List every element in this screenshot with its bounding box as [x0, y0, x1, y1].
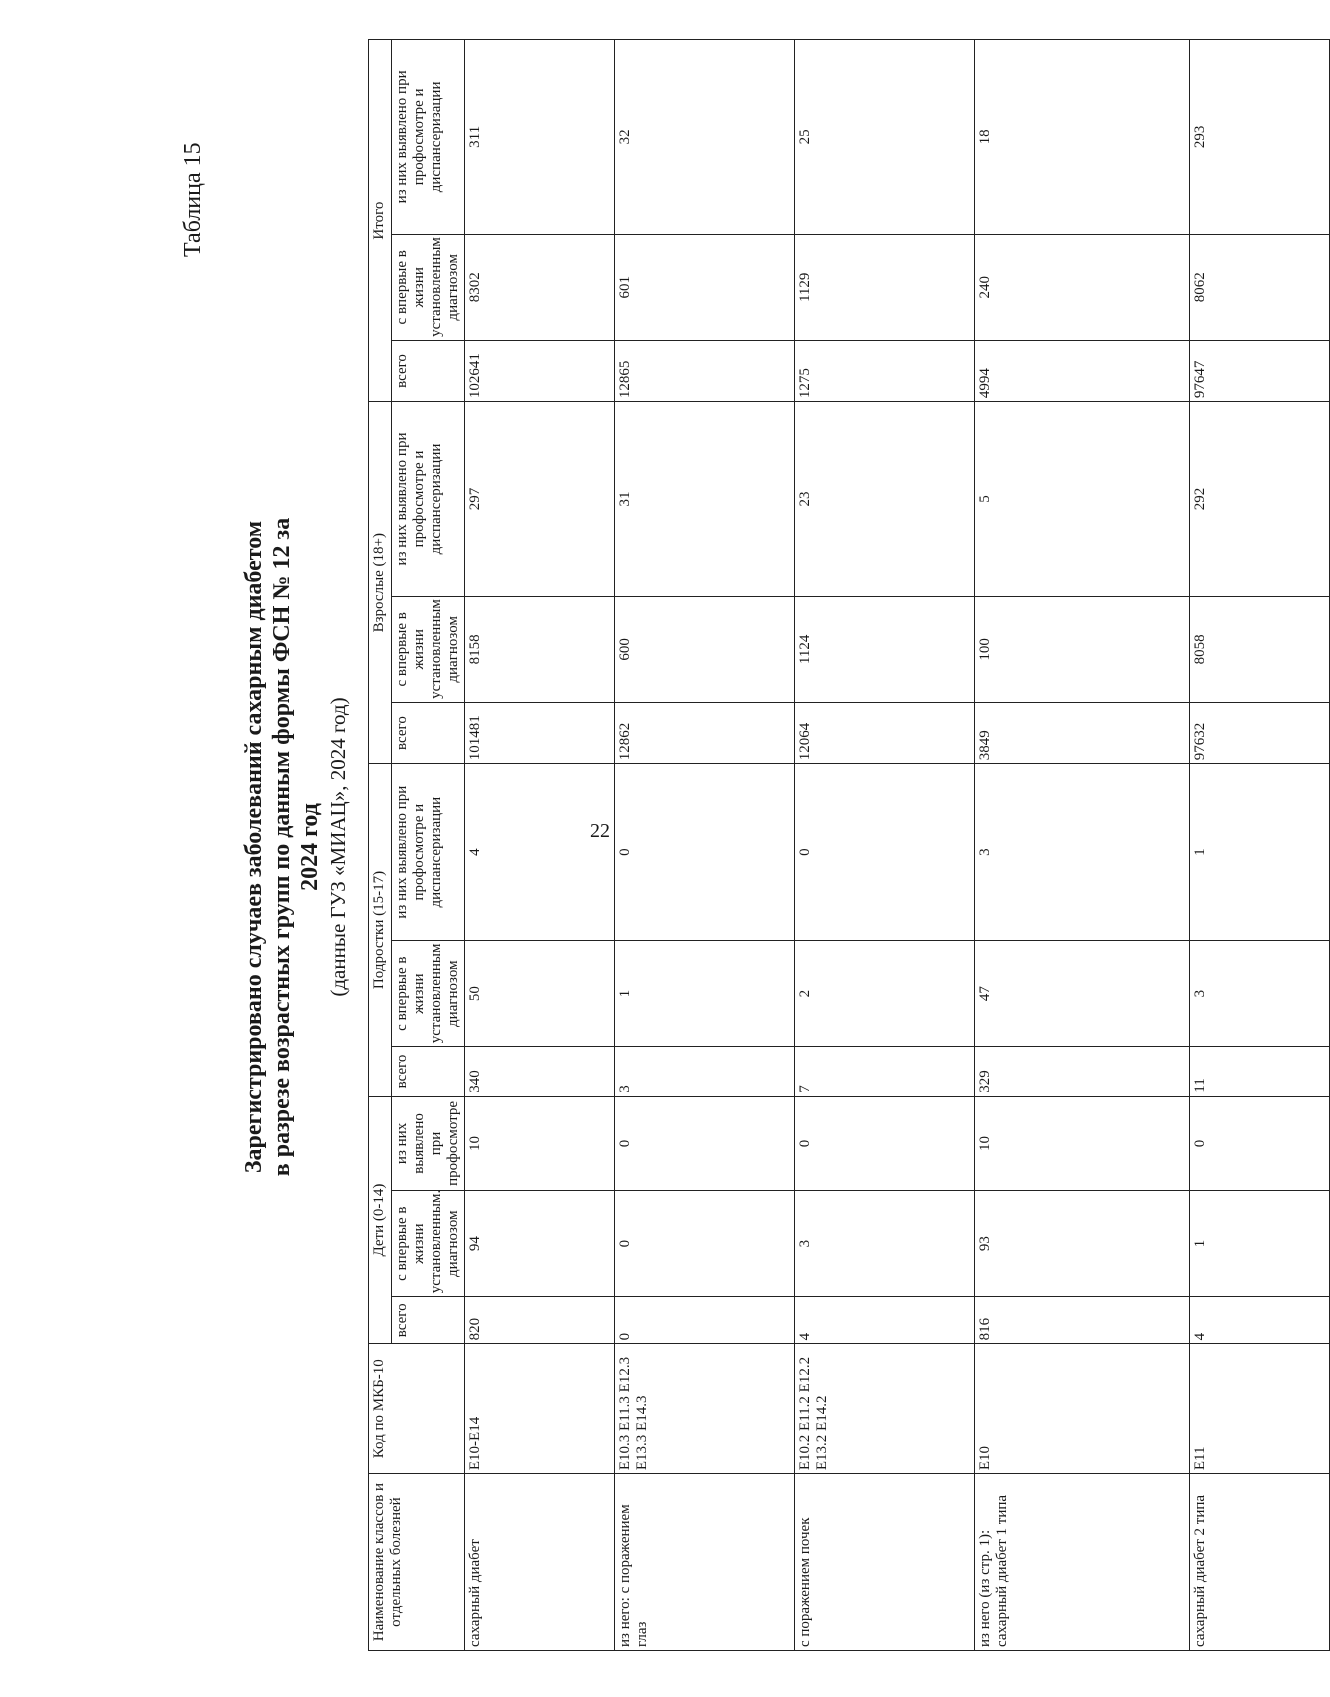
row-value-cell: 329: [975, 1047, 1190, 1097]
row-value-cell: 0: [615, 1191, 795, 1297]
row-value-cell: 1: [1190, 764, 1330, 941]
row-value-cell: 0: [1190, 1096, 1330, 1190]
title-line-1: Зарегистрировано случаев заболеваний сахарным диабетом: [241, 520, 267, 1174]
row-code: E10-E14: [465, 1344, 615, 1474]
header-teens-first-time: с впервые в жизни установленным диагнозом: [392, 941, 465, 1047]
table-number: Таблица 15: [180, 142, 206, 257]
header-name: Наименование классов и отдельных болезней: [369, 1474, 465, 1651]
row-value-cell: 0: [795, 764, 975, 941]
row-value-cell: 31: [615, 402, 795, 597]
table-body: [465, 40, 1330, 1651]
row-value-cell: 11: [1190, 1047, 1330, 1097]
row-value-cell: 1129: [795, 234, 975, 340]
row-value-cell: 240: [975, 234, 1190, 340]
row-name: сахарный диабет 2 типа: [1190, 1474, 1330, 1651]
row-value-cell: 12862: [615, 702, 795, 763]
header-group-total: Итого: [369, 40, 392, 402]
row-value-cell: 292: [1190, 402, 1330, 597]
row-value-cell: 12865: [615, 340, 795, 401]
row-code: E11: [1190, 1344, 1330, 1474]
header-adults-checkup: из них выявлено при профосмотре и диспансеризации: [392, 402, 465, 597]
row-name: сахарный диабет: [465, 1474, 615, 1651]
row-value-cell: 1: [1190, 1191, 1330, 1297]
row-value-cell: 94: [465, 1191, 615, 1297]
row-value-cell: 25: [795, 40, 975, 235]
row-value-cell: 50: [465, 941, 615, 1047]
row-value-cell: 3849: [975, 702, 1190, 763]
diabetes-table: [368, 39, 1330, 1651]
header-teens-checkup: из них выявлено при профосмотре и диспансеризации: [392, 764, 465, 941]
header-adults-total: всего: [392, 702, 465, 763]
row-value-cell: 1124: [795, 596, 975, 702]
row-value-cell: 4: [795, 1297, 975, 1344]
row-name: с поражением почек: [795, 1474, 975, 1651]
row-value-cell: 600: [615, 596, 795, 702]
row-value-cell: 8302: [465, 234, 615, 340]
row-value-cell: 4994: [975, 340, 1190, 401]
row-value-cell: 93: [975, 1191, 1190, 1297]
row-name: из него: с поражением глаз: [615, 1474, 795, 1651]
header-total-first-time: с впервые в жизни установленным диагнозом: [392, 234, 465, 340]
row-code: E10.2 E11.2 E12.2 E13.2 E14.2: [795, 1344, 975, 1474]
table-row: [795, 40, 975, 1651]
row-value-cell: 1275: [795, 340, 975, 401]
row-value-cell: 18: [975, 40, 1190, 235]
table-row: [615, 40, 795, 1651]
table-row: [975, 40, 1190, 1651]
row-value-cell: 0: [615, 1096, 795, 1190]
header-total-checkup: из них выявлено при профосмотре и диспансеризации: [392, 40, 465, 235]
row-value-cell: 100: [975, 596, 1190, 702]
row-value-cell: 3: [615, 1047, 795, 1097]
row-value-cell: 1: [615, 941, 795, 1047]
row-value-cell: 601: [615, 234, 795, 340]
header-row-groups: [369, 40, 392, 1651]
row-code: E10: [975, 1344, 1190, 1474]
row-value-cell: 3: [795, 1191, 975, 1297]
row-value-cell: 7: [795, 1047, 975, 1097]
row-value-cell: 32: [615, 40, 795, 235]
row-value-cell: 47: [975, 941, 1190, 1047]
row-value-cell: 0: [615, 1297, 795, 1344]
header-children-total: всего: [392, 1297, 465, 1344]
row-code: E10.3 E11.3 E12.3 E13.3 E14.3: [615, 1344, 795, 1474]
row-value-cell: 4: [1190, 1297, 1330, 1344]
row-value-cell: 340: [465, 1047, 615, 1097]
header-total-total: всего: [392, 340, 465, 401]
header-teens-total: всего: [392, 1047, 465, 1097]
table-title: [240, 497, 352, 1197]
row-value-cell: 97647: [1190, 340, 1330, 401]
header-code: Код по МКБ-10: [369, 1344, 465, 1474]
row-value-cell: 0: [795, 1096, 975, 1190]
row-value-cell: 97632: [1190, 702, 1330, 763]
row-value-cell: 5: [975, 402, 1190, 597]
row-value-cell: 101481: [465, 702, 615, 763]
row-value-cell: 8158: [465, 596, 615, 702]
row-value-cell: 297: [465, 402, 615, 597]
row-value-cell: 311: [465, 40, 615, 235]
row-value-cell: 4: [465, 764, 615, 941]
title-line-2: в разрезе возрастных групп по данным формы ФСН № 12 за 2024 год: [269, 517, 323, 1177]
row-value-cell: 12064: [795, 702, 975, 763]
row-value-cell: 816: [975, 1297, 1190, 1344]
row-value-cell: 3: [975, 764, 1190, 941]
row-value-cell: 102641: [465, 340, 615, 401]
row-value-cell: 293: [1190, 40, 1330, 235]
header-children-first-time: с впервые в жизни установленным. диагнозом: [392, 1191, 465, 1297]
table-row: [1190, 40, 1330, 1651]
row-value-cell: 8058: [1190, 596, 1330, 702]
row-value-cell: 8062: [1190, 234, 1330, 340]
header-adults-first-time: с впервые в жизни установленным диагнозом: [392, 596, 465, 702]
row-value-cell: 23: [795, 402, 975, 597]
row-value-cell: 10: [465, 1096, 615, 1190]
table-row: [465, 40, 615, 1651]
page-number: 22: [590, 820, 610, 842]
row-value-cell: 2: [795, 941, 975, 1047]
row-value-cell: 0: [615, 764, 795, 941]
title-line-3: (данные ГУЗ «МИАЦ», 2024 год): [326, 697, 350, 997]
header-group-children: Дети (0-14): [369, 1096, 392, 1344]
row-value-cell: 820: [465, 1297, 615, 1344]
header-group-teens: Подростки (15-17): [369, 764, 392, 1097]
header-group-adults: Взрослые (18+): [369, 402, 392, 764]
header-children-checkup: из них выявлено при профосмотре: [392, 1096, 465, 1190]
row-name: из него (из стр. 1): сахарный диабет 1 типа: [975, 1474, 1190, 1651]
row-value-cell: 10: [975, 1096, 1190, 1190]
row-value-cell: 3: [1190, 941, 1330, 1047]
